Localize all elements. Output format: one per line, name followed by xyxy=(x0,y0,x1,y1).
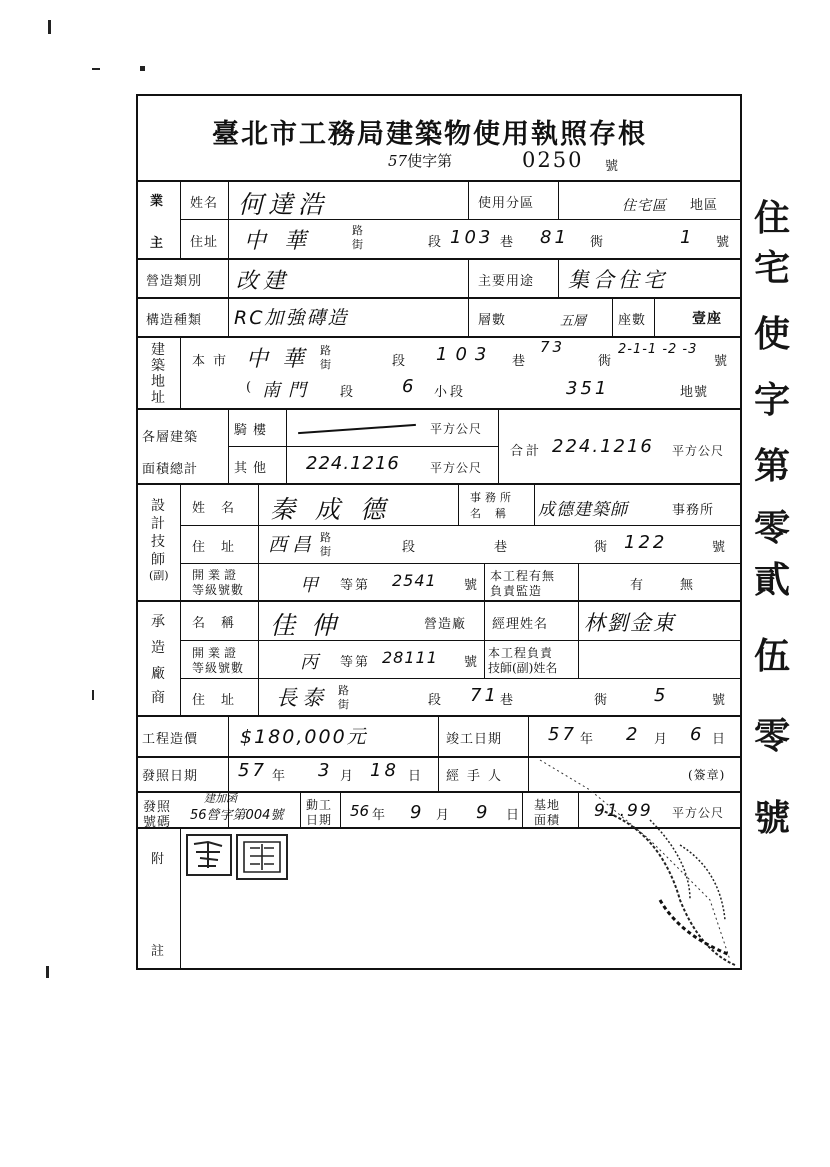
scan-speck xyxy=(92,690,94,700)
rule xyxy=(136,336,742,338)
start-d-label: 日 xyxy=(506,808,521,823)
owner-address-label: 住址 xyxy=(190,235,219,250)
rule xyxy=(340,791,341,828)
scan-speck xyxy=(48,20,51,34)
architect-no-label: 號 xyxy=(712,540,727,555)
rule xyxy=(498,408,499,484)
area-label-2: 面積總計 xyxy=(142,462,199,477)
frame-right xyxy=(740,94,742,970)
floors-label: 層數 xyxy=(478,313,507,328)
permit-ref-label-2: 號碼 xyxy=(143,815,172,830)
supervise-yes: 有 xyxy=(630,578,645,593)
issue-d-label: 日 xyxy=(408,769,423,784)
contractor-alley-label: 衖 xyxy=(594,693,609,708)
site-label-4: 址 xyxy=(151,390,165,406)
permit-suffix: 號 xyxy=(605,159,619,174)
site-label-3: 地 xyxy=(151,374,165,390)
permit-word: 使字第 xyxy=(407,152,453,170)
seal-mark-2 xyxy=(240,838,284,876)
start-m-label: 月 xyxy=(436,808,451,823)
rule xyxy=(180,640,740,641)
supervise-label-2: 負責監造 xyxy=(490,584,543,598)
contractor-lane-label: 巷 xyxy=(500,693,515,708)
rule xyxy=(578,563,579,601)
contractor-license-label-1: 開業證 xyxy=(192,646,241,660)
rule xyxy=(136,483,742,485)
owner-group-label-2: 主 xyxy=(150,236,165,251)
rule xyxy=(180,678,740,679)
complete-label: 竣工日期 xyxy=(446,732,503,747)
land-no-label: 地號 xyxy=(680,385,709,400)
side-char-5: 第 xyxy=(753,445,790,487)
rule xyxy=(558,258,559,298)
rule xyxy=(180,180,181,260)
owner-name-label: 姓名 xyxy=(190,196,219,211)
site-city: 本市 xyxy=(192,354,235,369)
owner-section-label: 段 xyxy=(428,235,443,250)
issue-day: 18 xyxy=(370,760,399,781)
owner-alley-label: 衖 xyxy=(590,235,605,250)
side-char-2: 宅 xyxy=(753,247,790,289)
owner-road-kind-2: 街 xyxy=(352,238,364,251)
rule xyxy=(300,791,301,828)
rule xyxy=(578,600,579,679)
issue-y-label: 年 xyxy=(272,769,287,784)
other-unit: 平方公尺 xyxy=(430,461,483,475)
rule xyxy=(228,408,229,484)
rule xyxy=(180,827,181,969)
rule xyxy=(136,715,742,717)
site-no: 2-1-1 -2 -3 xyxy=(618,342,698,357)
architect-lane-label: 巷 xyxy=(494,540,509,555)
contractor-label-2: 造 xyxy=(151,640,165,656)
base-area-label-2: 面積 xyxy=(534,813,561,827)
rule xyxy=(528,756,529,792)
sign-label: (簽章) xyxy=(688,768,726,782)
issue-year: 57 xyxy=(238,760,267,781)
owner-road: 中華 xyxy=(244,229,325,254)
architect-label-2: 計 xyxy=(151,516,165,532)
architect-road-kind-2: 街 xyxy=(320,545,332,558)
main-use: 集合住宅 xyxy=(568,268,668,292)
land-no: 351 xyxy=(566,378,610,399)
supervise-label-1: 本工程有無 xyxy=(490,569,556,583)
issue-month: 3 xyxy=(318,760,333,781)
zone-value: 住宅區 xyxy=(622,198,667,214)
contractor-address-label: 住址 xyxy=(192,693,251,708)
office-suffix: 事務所 xyxy=(672,503,715,518)
base-area-label-1: 基地 xyxy=(534,798,561,812)
start-label-2: 日期 xyxy=(306,813,333,827)
contractor-name-suffix: 營造廠 xyxy=(424,617,467,632)
handler-label: 經手人 xyxy=(446,769,510,784)
arcade-unit: 平方公尺 xyxy=(430,422,483,436)
rule xyxy=(612,297,613,337)
architect-label-4: 師 xyxy=(151,552,165,568)
start-day: 9 xyxy=(476,802,491,823)
site-road: 中華 xyxy=(246,347,319,372)
seal-mark-1 xyxy=(190,838,228,872)
rule xyxy=(458,483,459,526)
rule xyxy=(136,408,742,410)
contractor-no: 5 xyxy=(654,685,669,706)
office-label-1: 事務所 xyxy=(470,491,515,504)
permit-number: 0250 xyxy=(522,148,584,172)
architect-name: 秦成德 xyxy=(270,495,406,524)
rule xyxy=(468,297,469,337)
land-section-label: 段 xyxy=(340,385,355,400)
rule xyxy=(228,446,498,447)
office: 成德建築師 xyxy=(538,500,628,520)
architect-label-1: 設 xyxy=(151,498,165,514)
rule xyxy=(136,600,742,602)
cost: $180,000元 xyxy=(240,726,368,748)
rule xyxy=(136,180,742,182)
main-use-label: 主要用途 xyxy=(478,274,535,289)
area-label-1: 各層建築 xyxy=(142,430,199,445)
tech-label-1: 本工程負責 xyxy=(488,646,554,660)
site-label-2: 築 xyxy=(151,358,165,374)
owner-alley: 81 xyxy=(540,227,569,248)
contractor-road: 長泰 xyxy=(276,686,328,710)
contractor-road-kind-2: 街 xyxy=(338,698,350,711)
architect-road-kind-1: 路 xyxy=(320,531,332,544)
units: 壹座 xyxy=(692,311,722,327)
architect-license-mid: 等第 xyxy=(340,578,371,593)
side-char-3: 使 xyxy=(753,313,790,355)
side-char-9: 零 xyxy=(753,715,790,757)
zone-label: 使用分區 xyxy=(478,196,535,211)
owner-lane: 103 xyxy=(450,227,494,248)
rule xyxy=(180,563,740,564)
manager-label: 經理姓名 xyxy=(492,617,549,632)
architect-address-label: 住址 xyxy=(192,540,251,555)
architect-license-label-2: 等級號數 xyxy=(192,583,245,597)
rule xyxy=(522,791,523,828)
rule xyxy=(534,483,535,526)
permit-number-line xyxy=(388,150,452,171)
start-year: 56 xyxy=(350,802,370,820)
architect-no: 122 xyxy=(624,532,668,553)
ink-stain xyxy=(530,750,740,970)
contractor-label-4: 商 xyxy=(151,690,165,706)
issue-date-label: 發照日期 xyxy=(142,769,199,784)
start-y-label: 年 xyxy=(372,808,387,823)
side-char-4: 字 xyxy=(753,379,790,421)
structure: RC加強磚造 xyxy=(234,307,349,329)
contractor-license-no: 28111 xyxy=(382,648,438,667)
side-char-1: 住 xyxy=(753,197,790,239)
zone-suffix: 地區 xyxy=(690,198,719,213)
contractor-license-label-2: 等級號數 xyxy=(192,661,245,675)
seal-stamp-1 xyxy=(186,834,232,876)
architect-license-grade: 甲 xyxy=(300,575,321,596)
rule xyxy=(484,563,485,601)
side-char-8: 伍 xyxy=(753,635,790,677)
architect-license-label-1: 開業證 xyxy=(192,568,241,582)
scan-speck xyxy=(140,66,145,71)
remarks-label-2: 註 xyxy=(151,944,166,959)
owner-road-kind-1: 路 xyxy=(352,224,364,237)
issue-m-label: 月 xyxy=(340,769,355,784)
rule xyxy=(258,483,259,717)
supervise-no: 無 xyxy=(680,578,695,593)
rule xyxy=(180,525,740,526)
contractor-license-mid: 等第 xyxy=(340,655,371,670)
arcade-strike xyxy=(298,424,416,434)
architect-license-suffix: 號 xyxy=(464,578,479,593)
cost-label: 工程造價 xyxy=(142,732,199,747)
start-label-1: 動工 xyxy=(306,798,333,812)
owner-no-label: 號 xyxy=(716,235,731,250)
construction-type-label: 營造類別 xyxy=(146,274,203,289)
manager: 林劉金東 xyxy=(584,611,676,635)
site-alley-label: 衖 xyxy=(598,354,613,369)
rule xyxy=(180,483,181,717)
contractor-no-label: 號 xyxy=(712,693,727,708)
architect-license-no: 2541 xyxy=(392,571,437,590)
rule xyxy=(136,258,742,260)
total-label: 合計 xyxy=(510,444,543,459)
architect-label-5: (副) xyxy=(149,569,169,582)
complete-m-label: 月 xyxy=(654,732,669,747)
rule xyxy=(438,715,439,757)
owner-name: 何達浩 xyxy=(238,190,329,219)
site-section-label: 段 xyxy=(392,354,407,369)
site-lane-label: 巷 xyxy=(512,354,527,369)
construction-type: 改建 xyxy=(236,269,291,294)
permit-ref-note: 建加函 xyxy=(204,792,237,805)
document-title: 臺北市工務局建築物使用執照存根 xyxy=(212,119,647,150)
side-char-10: 號 xyxy=(753,797,790,839)
land-subsection: 6 xyxy=(402,376,417,397)
start-month: 9 xyxy=(410,802,425,823)
frame-left xyxy=(136,94,138,970)
architect-name-label: 姓名 xyxy=(192,501,251,516)
side-char-7: 貳 xyxy=(753,559,790,601)
permit-ref: 56營字第004號 xyxy=(190,808,284,823)
seal-stamp-2 xyxy=(236,834,288,880)
rule xyxy=(438,756,439,792)
contractor-lane: 71 xyxy=(470,685,499,706)
total-unit: 平方公尺 xyxy=(672,444,725,458)
total-area: 224.1216 xyxy=(552,436,654,457)
architect-alley-label: 衖 xyxy=(594,540,609,555)
owner-group-label-1: 業 xyxy=(150,194,165,209)
land-district: 南門 xyxy=(262,380,314,401)
base-area-unit: 平方公尺 xyxy=(672,806,725,820)
structure-label: 構造種類 xyxy=(146,313,203,328)
architect-label-3: 技 xyxy=(151,534,165,550)
office-label-2: 名稱 xyxy=(470,507,520,520)
contractor-license-grade: 丙 xyxy=(300,652,321,673)
site-lane: 103 xyxy=(436,344,495,365)
complete-d-label: 日 xyxy=(712,732,727,747)
owner-no: 1 xyxy=(680,227,695,248)
owner-lane-label: 巷 xyxy=(500,235,515,250)
rule xyxy=(558,180,559,220)
contractor-road-kind-1: 路 xyxy=(338,684,350,697)
site-road-kind-2: 街 xyxy=(320,358,332,371)
frame-top xyxy=(136,94,742,96)
rule xyxy=(654,297,655,337)
contractor-label-3: 廠 xyxy=(151,666,165,682)
site-no-label: 號 xyxy=(714,354,729,369)
rule xyxy=(286,408,287,484)
contractor-section-label: 段 xyxy=(428,693,443,708)
arcade-label: 騎樓 xyxy=(234,423,273,438)
rule xyxy=(484,600,485,679)
complete-year: 57 xyxy=(548,724,577,745)
tech-label-2: 技師(副)姓名 xyxy=(488,661,558,675)
contractor-name: 佳伸 xyxy=(270,611,353,640)
side-char-6: 零 xyxy=(753,507,790,549)
scan-speck xyxy=(46,966,49,978)
permit-year: 57 xyxy=(388,152,408,170)
rule xyxy=(180,336,181,410)
floors: 五層 xyxy=(560,314,587,329)
base-area: 91.99 xyxy=(594,801,653,821)
site-label-1: 建 xyxy=(151,342,165,358)
rule xyxy=(468,180,469,220)
rule xyxy=(136,297,742,299)
complete-month: 2 xyxy=(626,724,641,745)
architect-road: 西昌 xyxy=(268,534,317,556)
rule xyxy=(228,180,229,336)
rule xyxy=(468,258,469,298)
site-paren-open: ( xyxy=(246,380,253,395)
site-road-kind-1: 路 xyxy=(320,344,332,357)
scan-speck xyxy=(92,68,100,70)
other-area: 224.1216 xyxy=(306,453,400,474)
complete-day: 6 xyxy=(690,724,705,745)
rule xyxy=(528,715,529,757)
units-label: 座數 xyxy=(618,313,647,328)
site-alley: 73 xyxy=(540,338,566,356)
contractor-license-suffix: 號 xyxy=(464,655,479,670)
remarks-label-1: 附 xyxy=(151,852,166,867)
contractor-label-1: 承 xyxy=(151,614,165,630)
architect-section-label: 段 xyxy=(402,540,417,555)
contractor-name-label: 名稱 xyxy=(192,616,251,631)
land-subsection-label: 小段 xyxy=(434,385,467,400)
other-label: 其他 xyxy=(234,461,273,476)
permit-ref-label-1: 發照 xyxy=(143,800,172,815)
complete-y-label: 年 xyxy=(580,732,595,747)
